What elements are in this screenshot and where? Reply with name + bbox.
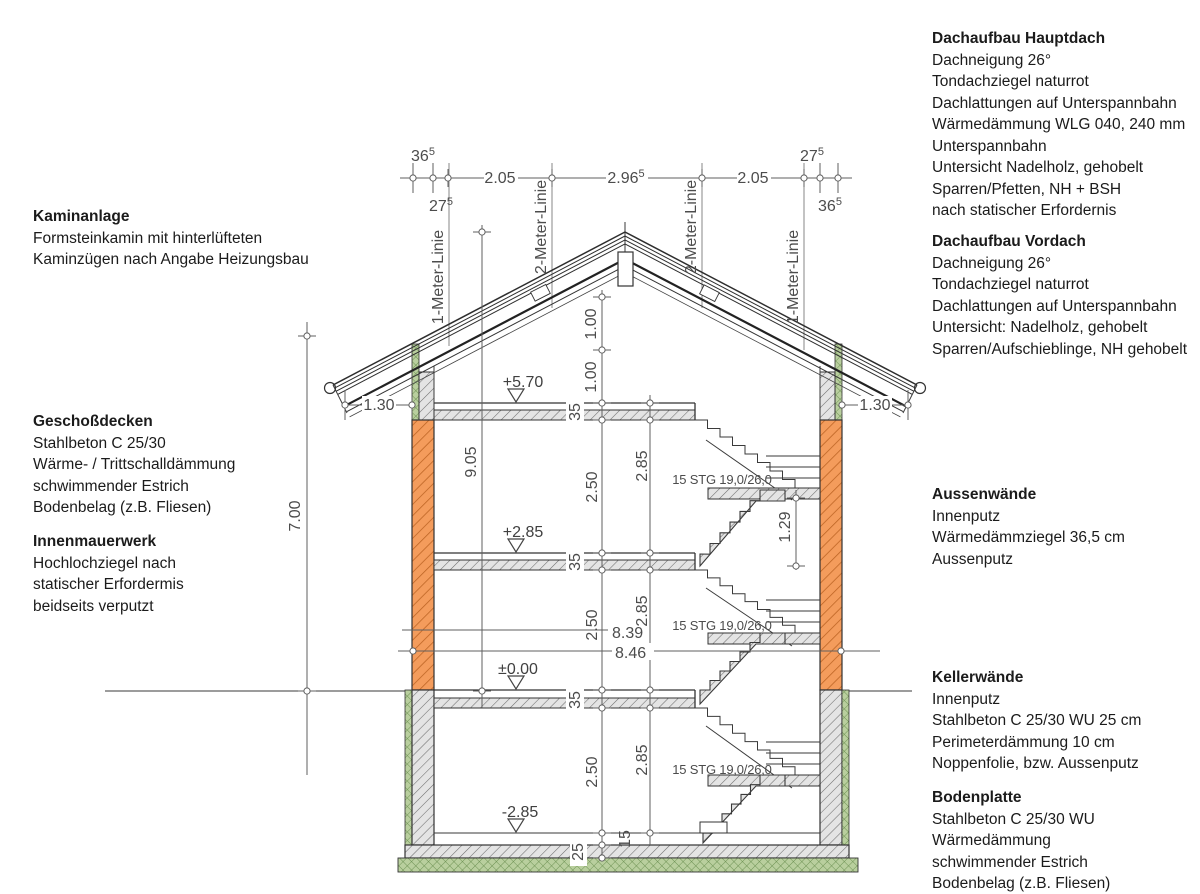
note-kellerwaende [932, 667, 1141, 775]
dim-eave-right-bottom: $36^5$ [818, 196, 842, 215]
note-aussenwaende-title: Aussenwände [932, 486, 1037, 503]
note-line: Innenputz [932, 507, 1001, 525]
note-line: Tondachziegel naturrot [932, 276, 1089, 293]
note-bodenplatte-title: Bodenplatte [932, 789, 1022, 806]
note-line: Untersicht: Nadelholz, gehobelt [932, 319, 1148, 336]
note-line: Stahlbeton C 25/30 WU [932, 810, 1095, 828]
dim-ridge-1m-b: 1.00 [583, 361, 600, 393]
note-line: Bodenbelag (z.B. Fliesen) [33, 499, 212, 516]
dim-slab-3: 35 [567, 691, 584, 709]
level-markers [508, 389, 524, 832]
note-line: Aussenputz [932, 550, 1013, 568]
dim-eave-left-bottom: $27^5$ [429, 196, 453, 215]
note-line: Sparren/Aufschieblinge, NH gehobelt [932, 340, 1188, 358]
dim-ridge-1m-a: 1.00 [583, 308, 600, 340]
plate-insulation [398, 858, 858, 872]
note-kaminanlage [33, 206, 309, 271]
stairs-upper-storey [695, 420, 820, 566]
note-kellerwaende-title: Kellerwände [932, 669, 1024, 686]
note-line: Stahlbeton C 25/30 [33, 434, 166, 452]
note-line: Perimeterdämmung 10 cm [932, 733, 1115, 751]
level-og: +2.85 [502, 524, 544, 541]
stairs-middle-storey [695, 570, 820, 704]
note-line: Untersicht Nadelholz, gehobelt [932, 159, 1144, 176]
guide-label-2m-right: 2-Meter-Linie [683, 179, 700, 275]
note-aussenwaende [932, 484, 1125, 570]
dim-clear-2: 2.50 [584, 609, 601, 641]
note-line: Tondachziegel naturrot [932, 73, 1089, 90]
dim-span-right: 2.05 [737, 170, 769, 187]
dim-slab-1: 35 [567, 403, 584, 421]
note-line: Wärmedämmung [932, 832, 1051, 849]
dim-chain-total-height [298, 322, 316, 775]
note-line: Wärmedämmung WLG 040, 240 mm [932, 116, 1186, 133]
note-line: Sparren/Pfetten, NH + BSH [932, 180, 1122, 198]
note-line: schwimmender Estrich [932, 853, 1088, 871]
gutter-right [915, 383, 926, 394]
note-line: Stahlbeton C 25/30 WU 25 cm [932, 712, 1142, 729]
dim-cum-lo: 8.39 [612, 625, 644, 642]
dim-clear-1: 2.50 [584, 471, 601, 503]
note-kaminanlage-title: Kaminanlage [33, 208, 130, 225]
level-kg: -2.85 [501, 804, 539, 821]
dim-overhang-right-label: 1.30 [859, 397, 891, 414]
dim-clear-3: 2.50 [584, 756, 601, 788]
note-line: schwimmender Estrich [33, 477, 189, 495]
dim-slab-2: 35 [567, 553, 584, 571]
dimension-labels [287, 146, 891, 866]
dim-plate: 25 [570, 843, 587, 861]
note-innenmauerwerk [33, 531, 184, 617]
note-dach-hauptdach [932, 28, 1185, 222]
note-line: nach statischer Erfordernis [932, 202, 1117, 219]
right-wall [820, 344, 849, 845]
level-eg: ±0.00 [498, 661, 538, 678]
dim-span-middle: 2.96$^5$ [607, 168, 645, 187]
note-line: Hochlochziegel nach [33, 554, 177, 572]
stairs-label-3: 15 STG 19,0/26,0 [672, 762, 772, 777]
note-innenmauerwerk-title: Innenmauerwerk [33, 533, 157, 550]
note-dach-vordach-title: Dachaufbau Vordach [932, 233, 1086, 250]
stairs-label-2: 15 STG 19,0/26,0 [672, 618, 772, 633]
dim-storey-1: 2.85 [634, 450, 651, 482]
note-line: Dachlattungen auf Unterspannbahn [932, 297, 1177, 315]
note-line: beidseits verputzt [33, 597, 154, 615]
note-line: Formsteinkamin mit hinterlüfteten [33, 229, 263, 247]
ridge-beam [618, 252, 633, 286]
dim-overhang-left-label: 1.30 [363, 397, 395, 414]
note-bodenplatte [932, 787, 1110, 894]
gutter-left [325, 383, 336, 394]
guide-label-1m-right: 1-Meter-Linie [785, 229, 802, 325]
dim-storey-3: 2.85 [634, 744, 651, 776]
dim-landing: 1.29 [777, 511, 794, 543]
note-line: Bodenbelag (z.B. Fliesen) [932, 875, 1111, 892]
note-line: Dachneigung 26° [932, 254, 1052, 272]
note-line: Noppenfolie, bzw. Aussenputz [932, 755, 1139, 772]
note-line: Wärmedämmziegel 36,5 cm [932, 529, 1125, 546]
left-wall [405, 344, 434, 845]
dim-eave-right-top: $27^5$ [800, 146, 824, 165]
note-line: Innenputz [932, 690, 1001, 708]
guide-label-1m-left: 1-Meter-Linie [430, 229, 447, 325]
note-line: Dachneigung 26° [932, 51, 1052, 69]
note-dach-hauptdach-title: Dachaufbau Hauptdach [932, 30, 1106, 47]
note-line: Wärme- / Trittschalldämmung [33, 456, 236, 473]
dim-storey-2: 2.85 [634, 595, 651, 627]
level-dg: +5.70 [502, 374, 544, 391]
dim-inner-height: 9.05 [463, 446, 480, 478]
dim-span-left: 2.05 [484, 170, 516, 187]
note-line: Unterspannbahn [932, 137, 1047, 155]
dim-eave-left-top: $36^5$ [411, 146, 435, 165]
stairs-label-1: 15 STG 19,0/26,0 [672, 472, 772, 487]
guide-label-2m-left: 2-Meter-Linie [533, 179, 550, 275]
note-geschossdecken-title: Geschoßdecken [33, 413, 153, 430]
note-dach-vordach [932, 231, 1187, 360]
dim-screed: 15 [617, 830, 634, 848]
note-line: statischer Erfordermis [33, 576, 184, 593]
note-geschossdecken [33, 411, 235, 519]
note-line: Dachlattungen auf Unterspannbahn [932, 94, 1177, 112]
dim-total-height: 7.00 [287, 500, 304, 532]
note-line: Kaminzügen nach Angabe Heizungsbau [33, 251, 309, 268]
dim-cum-hi: 8.46 [615, 645, 647, 662]
